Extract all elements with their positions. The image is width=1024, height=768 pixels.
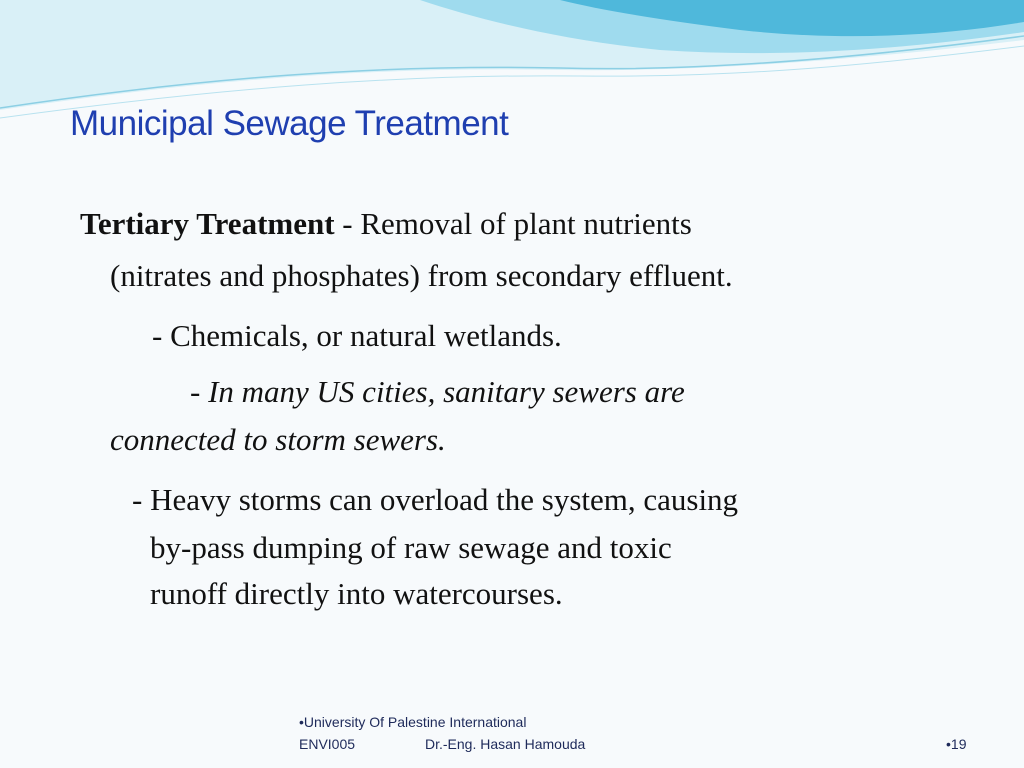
heavy-storms-line: - Heavy storms can overload the system, causing xyxy=(132,482,739,517)
nutrients-line: (nitrates and phosphates) from secondary effluent. xyxy=(110,258,733,293)
us-cities-text: In many US cities, sanitary sewers are xyxy=(208,374,685,409)
chemicals-line: - Chemicals, or natural wetlands. xyxy=(152,318,562,353)
tertiary-description: - Removal of plant nutrients xyxy=(334,206,692,241)
footer-organization: •University Of Palestine International xyxy=(299,714,527,730)
slide-title: Municipal Sewage Treatment xyxy=(70,104,509,143)
us-cities-prefix: - xyxy=(190,374,209,409)
slide-number: •19 xyxy=(946,736,967,752)
tertiary-heading: Tertiary Treatment xyxy=(80,206,335,241)
us-cities-line xyxy=(190,374,685,410)
footer-course: ENVI005 xyxy=(299,736,356,752)
storm-sewers-line: connected to storm sewers. xyxy=(110,422,446,457)
tertiary-line xyxy=(80,206,692,242)
runoff-line: runoff directly into watercourses. xyxy=(150,576,563,611)
bypass-line: by-pass dumping of raw sewage and toxic xyxy=(150,530,672,565)
footer-author: Dr.-Eng. Hasan Hamouda xyxy=(425,736,586,752)
